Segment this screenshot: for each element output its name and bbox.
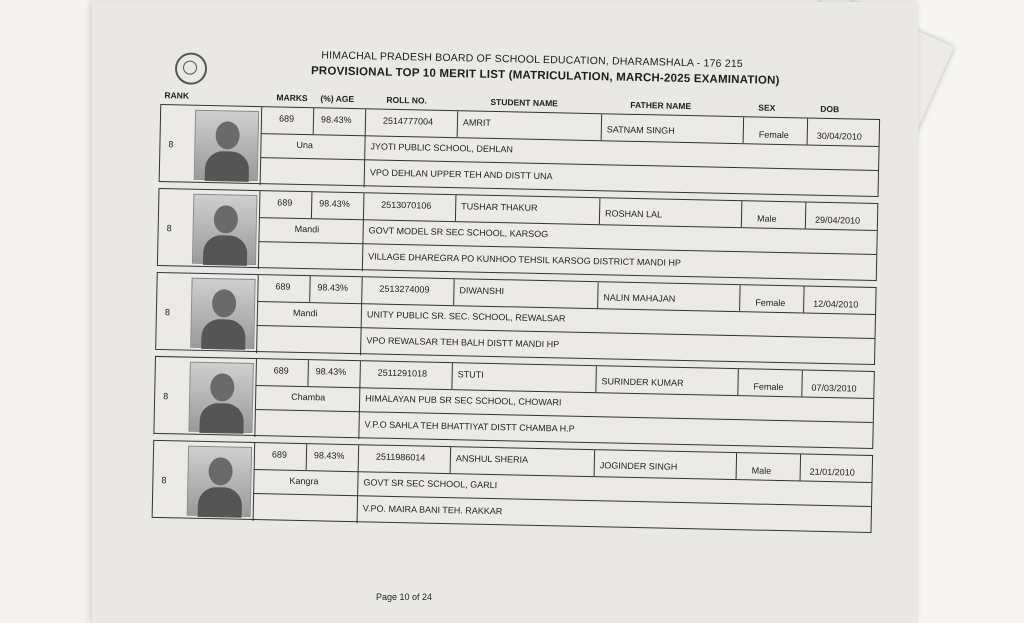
- merit-list-page: [92, 2, 918, 623]
- col-divider: [453, 279, 455, 305]
- col-percent-age: (%) AGE: [320, 93, 355, 105]
- col-divider: [450, 447, 452, 473]
- roll-no-value: 2511291018: [377, 367, 428, 379]
- school-value: GOVT SR SEC SCHOOL, GARLI: [363, 477, 498, 491]
- col-divider: [597, 282, 599, 308]
- row-divider: [255, 409, 873, 423]
- dob-value: 07/03/2010: [811, 382, 857, 394]
- sex-value: Female: [753, 381, 784, 393]
- col-roll-no: ROLL NO.: [386, 94, 427, 106]
- col-divider: [307, 360, 309, 386]
- page-number: Page 10 of 24: [376, 592, 433, 602]
- rank-value: 8: [161, 475, 167, 486]
- district-value: Chamba: [291, 391, 326, 403]
- student-name-value: TUSHAR THAKUR: [461, 201, 538, 213]
- col-divider: [306, 444, 308, 470]
- col-divider: [258, 191, 261, 269]
- father-name-value: NALIN MAHAJAN: [603, 292, 676, 304]
- address-value: VPO REWALSAR TEH BALH DISTT MANDI HP: [366, 335, 560, 350]
- col-divider: [807, 119, 809, 145]
- col-divider: [309, 276, 311, 302]
- rank-value: 8: [168, 139, 174, 150]
- father-name-value: SURINDER KUMAR: [601, 376, 684, 389]
- student-photo: [192, 194, 257, 265]
- col-divider: [599, 198, 601, 224]
- marks-value: 689: [271, 449, 288, 460]
- district-value: Mandi: [294, 223, 320, 235]
- row-divider: [257, 325, 875, 339]
- col-father-name: FATHER NAME: [630, 99, 692, 112]
- board-seal-icon: [175, 52, 208, 85]
- col-divider: [362, 193, 365, 271]
- col-divider: [256, 275, 259, 353]
- father-name-value: JOGINDER SINGH: [599, 460, 678, 472]
- address-value: VILLAGE DHAREGRA PO KUNHOO TEHSIL KARSOG DISTRICT MANDI HP: [368, 251, 682, 268]
- col-student-name: STUDENT NAME: [490, 96, 559, 109]
- percent-value: 98.43%: [320, 114, 352, 125]
- percent-value: 98.43%: [317, 282, 349, 293]
- rank-value: 8: [163, 391, 169, 402]
- col-divider: [364, 109, 367, 187]
- sex-value: Female: [755, 297, 786, 309]
- board-name: HIMACHAL PRADESH BOARD OF SCHOOL EDUCATION, DHARAMSHALA - 176 215: [321, 49, 743, 71]
- table-row: [155, 272, 876, 365]
- page-title: PROVISIONAL TOP 10 MERIT LIST (MATRICULATION, MARCH-2025 EXAMINATION): [310, 65, 780, 87]
- col-divider: [736, 453, 738, 479]
- col-divider: [805, 203, 807, 229]
- school-value: GOVT MODEL SR SEC SCHOOL, KARSOG: [368, 225, 549, 240]
- col-divider: [455, 195, 457, 221]
- school-value: JYOTI PUBLIC SCHOOL, DEHLAN: [370, 141, 514, 155]
- school-value: HIMALAYAN PUB SR SEC SCHOOL, CHOWARI: [365, 393, 562, 408]
- col-divider: [741, 201, 743, 227]
- col-dob: DOB: [820, 103, 840, 115]
- col-divider: [594, 450, 596, 476]
- col-sex: SEX: [758, 102, 776, 113]
- dob-value: 21/01/2010: [809, 466, 855, 478]
- table-row: [157, 188, 878, 281]
- col-divider: [737, 369, 739, 395]
- col-divider: [253, 443, 256, 521]
- col-marks: MARKS: [276, 92, 308, 104]
- row-divider: [258, 241, 876, 255]
- col-divider: [601, 114, 603, 140]
- col-divider: [595, 366, 597, 392]
- percent-value: 98.43%: [319, 198, 350, 209]
- table-row: [153, 356, 874, 449]
- col-divider: [357, 445, 360, 523]
- student-photo: [190, 278, 255, 349]
- student-photo: [194, 110, 259, 181]
- roll-no-value: 2513274009: [379, 283, 430, 295]
- sex-value: Female: [758, 129, 789, 141]
- col-divider: [360, 277, 363, 355]
- col-divider: [739, 285, 741, 311]
- marks-value: 689: [275, 281, 291, 292]
- sex-value: Male: [756, 213, 777, 224]
- table-row: [152, 440, 873, 533]
- rank-value: 8: [164, 307, 171, 318]
- district-value: Una: [296, 139, 314, 151]
- marks-value: 689: [278, 113, 295, 124]
- row-divider: [260, 157, 878, 171]
- dob-value: 12/04/2010: [813, 298, 859, 310]
- student-name-value: STUTI: [457, 369, 484, 380]
- rank-value: 8: [166, 223, 172, 234]
- student-name-value: ANSHUL SHERIA: [455, 453, 529, 465]
- student-photo: [188, 362, 253, 433]
- col-divider: [803, 286, 805, 312]
- dob-value: 30/04/2010: [816, 130, 862, 142]
- roll-no-value: 2514777004: [382, 115, 434, 127]
- school-value: UNITY PUBLIC SR. SEC. SCHOOL, REWALSAR: [366, 309, 566, 324]
- student-name-value: AMRIT: [462, 117, 492, 128]
- marks-value: 689: [277, 197, 293, 208]
- table-row: [159, 104, 880, 197]
- roll-no-value: 2511986014: [375, 451, 426, 463]
- student-photo: [187, 446, 252, 517]
- address-value: V.PO. MAIRA BANI TEH. RAKKAR: [362, 503, 503, 517]
- col-divider: [313, 108, 315, 134]
- col-divider: [800, 454, 802, 480]
- col-divider: [254, 359, 257, 437]
- percent-value: 98.43%: [315, 366, 347, 377]
- dob-value: 29/04/2010: [814, 214, 861, 226]
- col-divider: [801, 370, 803, 396]
- roll-no-value: 2513070106: [381, 199, 432, 211]
- col-divider: [358, 361, 361, 439]
- district-value: Kangra: [289, 475, 319, 487]
- col-rank: RANK: [164, 90, 190, 101]
- father-name-value: ROSHAN LAL: [604, 208, 663, 220]
- district-value: Mandi: [292, 307, 318, 319]
- marks-value: 689: [273, 365, 289, 376]
- col-divider: [457, 111, 459, 137]
- percent-value: 98.43%: [313, 450, 345, 461]
- student-name-value: DIWANSHI: [459, 285, 505, 297]
- sex-value: Male: [751, 465, 772, 476]
- address-value: V.P.O SAHLA TEH BHATTIYAT DISTT CHAMBA H.P: [364, 419, 575, 434]
- page-content: [151, 22, 882, 577]
- col-divider: [743, 117, 745, 143]
- row-divider: [253, 493, 871, 507]
- address-value: VPO DEHLAN UPPER TEH AND DISTT UNA: [369, 167, 553, 182]
- col-divider: [260, 107, 263, 185]
- col-divider: [311, 192, 313, 218]
- father-name-value: SATNAM SINGH: [606, 124, 675, 136]
- col-divider: [451, 363, 453, 389]
